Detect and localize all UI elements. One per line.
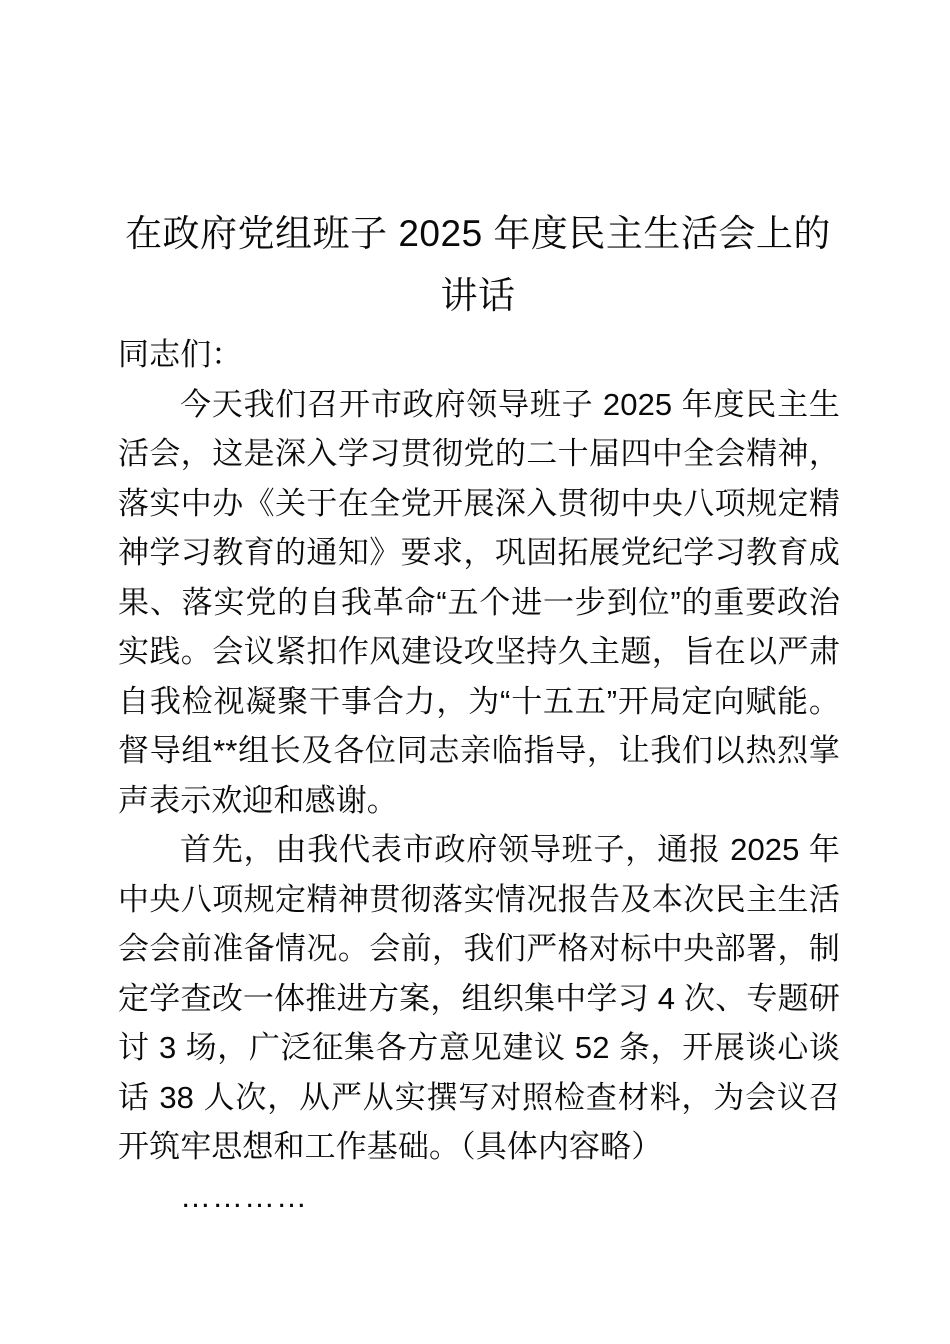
title-line-1: 在政府党组班子 2025 年度民主生活会上的 <box>125 212 831 254</box>
paragraph-2: 首先，由我代表市政府领导班子，通报 2025 年中央八项规定精神贯彻落实情况报告及本次民主生活会会前准备情况。会前，我们严格对标中央部署，制定学查改一体推进方案，组织集中学习 4 次、专题研讨 3 场，广泛征集各方意见建议 52 条，开展谈心谈话 38 人次，从严从实撰写对照检查材料，为会议召开筑牢思想和工作基础。（具体内容略） <box>118 832 840 1164</box>
title-line-2: 讲话 <box>440 274 516 316</box>
document-body <box>118 330 840 1221</box>
page-title <box>118 203 838 327</box>
salutation: 同志们： <box>118 337 243 372</box>
paragraph-1: 今天我们召开市政府领导班子 2025 年度民主生活会，这是深入学习贯彻党的二十届四中全会精神，落实中办《关于在全党开展深入贯彻中央八项规定精神学习教育的通知》要求，巩固拓展党纪学习教育成果、落实党的自我革命“五个进一步到位”的重要政治实践。会议紧扣作风建设攻坚持久主题，旨在以严肃自我检视凝聚干事合力，为“十五五”开局定向赋能。督导组**组长及各位同志亲临指导，让我们以热烈掌声表示欢迎和感谢。 <box>118 386 840 818</box>
content-omitted-ellipsis: ………… <box>180 1178 308 1214</box>
